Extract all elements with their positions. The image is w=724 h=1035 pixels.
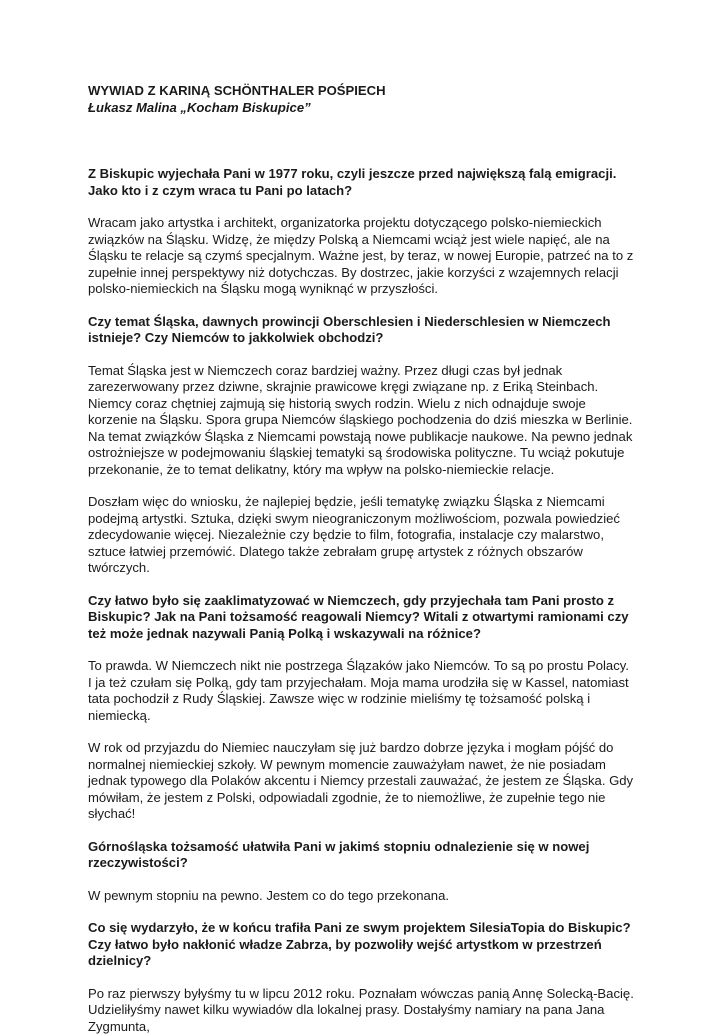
interview-body (88, 166, 636, 1035)
interview-question: Czy łatwo było się zaaklimatyzować w Niemczech, gdy przyjechała tam Pani prosto z Biskupic? Jak na Pani tożsamość reagowali Niemcy? Witali z otwartymi ramionami czy też może jednak nazywali Panią Polką i wskazywali na różnice? (88, 593, 636, 643)
interview-question: Co się wydarzyło, że w końcu trafiła Pani ze swym projektem SilesiaTopia do Biskupic? Czy łatwo było nakłonić władze Zabrza, by pozwoliły wejść artystkom w przestrzeń dzielnicy? (88, 920, 636, 970)
interview-question: Z Biskupic wyjechała Pani w 1977 roku, czyli jeszcze przed największą falą emigracji. Jako kto i z czym wraca tu Pani po latach? (88, 166, 636, 199)
document-title: WYWIAD Z KARINĄ SCHÖNTHALER POŚPIECH (88, 83, 636, 100)
interview-answer: Wracam jako artystka i architekt, organizatorka projektu dotyczącego polsko-niemieckich związków na Śląsku. Widzę, że między Polską a Niemcami wciąż jest wiele napięć, ale na Śląsku te relacje są czymś specjalnym. Ważne jest, by teraz, w nowej Europie, patrzeć na to z zupełnie innej perspektywy niż dotychczas. By dostrzec, jakie korzyści z wzajemnych relacji polsko-niemieckich na Śląsku mogą wyniknąć w przyszłości. (88, 215, 636, 298)
interview-answer: Doszłam więc do wniosku, że najlepiej będzie, jeśli tematykę związku Śląska z Niemcami podejmą artystki. Sztuka, dzięki swym nieograniczonym możliwościom, pozwala powiedzieć zdecydowanie więcej. Niezależnie czy będzie to film, fotografia, instalacje czy malarstwo, sztuce łatwiej przemówić. Dlatego także zebrałam grupę artystek z różnych obszarów twórczych. (88, 494, 636, 577)
interview-answer: To prawda. W Niemczech nikt nie postrzega Ślązaków jako Niemców. To są po prostu Polacy. I ja też czułam się Polką, gdy tam przyjechałam. Moja mama urodziła się w Kassel, natomiast tata pochodził z Rudy Śląskiej. Zawsze więc w rodzinie mieliśmy tę tożsamość polską i niemiecką. (88, 658, 636, 724)
interview-question: Górnośląska tożsamość ułatwiła Pani w jakimś stopniu odnalezienie się w nowej rzeczywistości? (88, 839, 636, 872)
document-subtitle: Łukasz Malina „Kocham Biskupice” (88, 100, 636, 117)
interview-answer: W rok od przyjazdu do Niemiec nauczyłam się już bardzo dobrze języka i mogłam pójść do normalnej niemieckiej szkoły. W pewnym momencie zauważyłam nawet, że nie posiadam jednak typowego dla Polaków akcentu i Niemcy przestali zauważać, że jestem ze Śląska. Gdy mówiłam, że jestem z Polski, odpowiadali zgodnie, że to niemożliwe, że zupełnie tego nie słychać! (88, 740, 636, 823)
interview-question: Czy temat Śląska, dawnych prowincji Oberschlesien i Niederschlesien w Niemczech istnieje? Czy Niemców to jakkolwiek obchodzi? (88, 314, 636, 347)
interview-answer: Temat Śląska jest w Niemczech coraz bardziej ważny. Przez długi czas był jednak zarezerwowany przez dziwne, skrajnie prawicowe kręgi związane np. z Eriką Steinbach. Niemcy coraz chętniej zajmują się historią swych rodzin. Wielu z nich odnajduje swoje korzenie na Śląsku. Spora grupa Niemców śląskiego pochodzenia do dziś mieszka w Berlinie. Na temat związków Śląska z Niemcami powstają nowe publikacje naukowe. Na pewno jednak ostrożniejsze w podejmowaniu śląskiej tematyki są środowiska polityczne. Tu wciąż pokutuje przekonanie, że to temat delikatny, który ma wpływ na polsko-niemieckie relacje. (88, 363, 636, 479)
interview-answer: Po raz pierwszy byłyśmy tu w lipcu 2012 roku. Poznałam wówczas panią Annę Solecką-Bacię. Udzieliłyśmy nawet kilku wywiadów dla lokalnej prasy. Dostałyśmy namiary na pana Jana Zygmunta, (88, 986, 636, 1035)
interview-answer: W pewnym stopniu na pewno. Jestem co do tego przekonana. (88, 888, 636, 905)
